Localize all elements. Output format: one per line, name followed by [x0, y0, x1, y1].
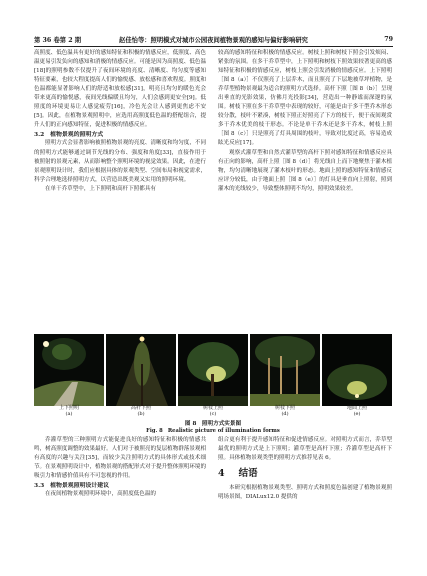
left-column-bottom [34, 436, 206, 499]
right-column-bottom [218, 436, 392, 502]
paragraph: 组合更有利于提升感知特征和促进情感反应。对照明方式而言，乔草型最优的照明方式是上下照明；灌草型是高杆下照；乔灌草型是高杆下照。具体植物景观类型的照明方式推荐见表 6。 [218, 437, 392, 462]
left-column-top [34, 49, 206, 194]
section-heading-3-3: 3.3 植物景观照明设计建议 [34, 482, 110, 490]
subcaption-b: 高杆下照 (b) [130, 405, 151, 417]
subcaption-a: 上下照明 (a) [58, 405, 79, 417]
figure-8 [34, 334, 392, 406]
paragraph: 较高的感知特征和积极的情感反应。树枝上照和树枝下照会引发烦闷、紧张的氛围。在多干乔草型中，上下照明和树枝下照效果较著更高的感知特征和积极的情感反应，树枝上照会引发消极的情感反应。上下照明［图 8（a）］不仅照亮了上层乔木，而且照亮了下层地被草坪植物，是乔草型植物景观最为适合的照明方式选择。高杆下照［图 8（b）］呈现出垂直的光影效果，仿佛月光投影[34]，营造出一种静谧而深邃的氛围。树枝下照在多干乔草型中表现的较好，可能是由于多干型乔木形态较分散，枝叶不紧凑，树枝下照正好照亮了下方的枝干，便于夜间观赏多干乔木优美的枝干形态。不论是单干乔木还是多干乔木，树枝上照［图 8（c）］只是照亮了灯具周围的枝叶，导致对比度过高，容易造成眩光反应[17]。 [218, 50, 392, 147]
running-title: 赵佳怡等：照明模式对城市公园夜间植物景观的感知与偏好影响研究 [119, 36, 308, 44]
page-number: 79 [384, 35, 393, 43]
figure-caption-en: Fig. 8 Realistic picture of illumination forms [146, 428, 280, 434]
paragraph: 本研究根据植物景观类型、照明方式和照度色温创建了植物景观照明场景图，DIALux12.0 提供的 [218, 485, 392, 501]
running-header [34, 33, 393, 45]
photo-up-down-lighting [34, 334, 104, 406]
paragraph: 高照度、低色温具有更好的感知特征和积极的情感反应，低照度、高色温更易引发负向的感知和消极的情感反应。可能是因为高照度、低色温[18]的照明参数不仅提升了夜间环境的亮度、清晰度、均匀度等感知特征要素，也较大程度提高人们的愉悦感、放松感和喜欢程度。照度和色温都能显著影响人们的舒适和放松感[31]，明亮且均匀的暖色光会带来更高的愉悦感，夜间光线偏暖且均匀，人们会感到更安全[9]。低照度的环境更易让人感觉疲劳[16]，冷色光会让人感到更焦虑不安[5]。因此，在植物景观照明中，应选用高照度低色温的搭配组合，提升人们的正向感知特征，促进积极的情感反应。 [34, 50, 206, 129]
right-column-top [218, 49, 392, 194]
volume-issue: 第 36 卷第 2 期 [34, 36, 82, 44]
section-heading-3-2: 3.2 植物景观的照明方式 [34, 131, 104, 139]
paragraph: 乔灌草型的三种照明方式能促进良好的感知特征和积极的情感共鸣，树高照度调整的效果最好。人们对于被照亮的复层植物群落景观相有高度的兴趣与关注[35]，而较少关注照明方式的具体形式或技术细节。在景观照明设计中，植物景观的搭配形式对于提升整体照明环境的吸引力和情感价值具有不可忽视的作用。 [34, 437, 206, 480]
subcaption-c: 树枝上照 (c) [202, 405, 223, 417]
photo-ground-uplight [322, 334, 392, 406]
subcaption-d: 树枝下照 (d) [274, 405, 295, 417]
section-heading-4: 4 结语 [218, 468, 258, 480]
paragraph: 照明方式会显著影响被照植物景观的亮度、清晰度和均匀度，不同的照明方式能够通过调节光线的分布、强度和角度[33]，直接作用于被照射的景观元素，从而影响整个照明环境的视觉效果。因此，在进行景观照明设计时，我们应根据具体的景观类型、空间布局和视觉需求，科学合理地选择照明方式，以营造出既美观又实用的照明环境。 [34, 140, 206, 183]
figure-caption-cn: 图 8 照明方式实景图 [184, 421, 242, 427]
paragraph: 在单干乔草型中，上下照明和高杆下照都具有 [45, 185, 156, 192]
figure-8-subcaptions [34, 406, 392, 418]
paragraph: 在夜间植物景观照明环境中，高照度低色温的 [45, 491, 156, 498]
photo-branch-downlight [250, 334, 320, 406]
header-rule [34, 46, 393, 47]
paragraph: 观察式灌草型和自然式灌草型的高杆下照对感知特征和情感反应具有正向的影响，高杆上照［图 8（d）］将光线自上而下地聚焦于灌木植物，均匀清晰地展现了灌木枝叶的形态。地面上照的感知特征和情感反应评分较低，由于地面上照［图 8（e）］的灯具是垂直向上照射，照到灌木的光线较少，导致整体照明不均匀，照明效果较差。 [218, 149, 392, 192]
subcaption-e: 地面上照 (e) [346, 405, 367, 417]
photo-high-pole-downlight [106, 334, 176, 406]
photo-branch-uplight [178, 334, 248, 406]
